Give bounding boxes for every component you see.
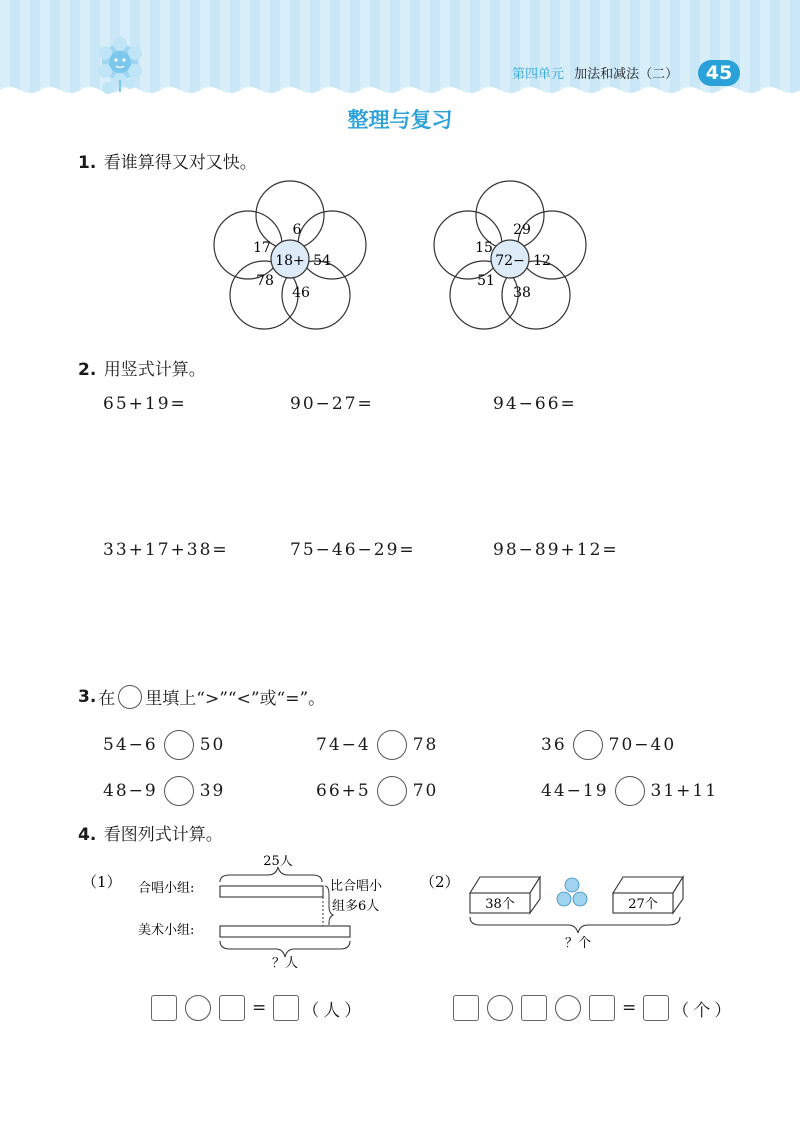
calc-expression: 65+19= — [103, 394, 187, 414]
calc-expression: 98−89+12= — [493, 540, 619, 560]
flower-left-petal: 6 — [292, 222, 302, 238]
compare-item — [103, 730, 225, 760]
compare-right: 31+11 — [650, 781, 719, 801]
boxes-diagram — [418, 855, 708, 955]
answer-box[interactable] — [151, 995, 177, 1021]
sunflower-icon — [98, 37, 142, 94]
q1-title — [78, 148, 257, 173]
answer-box[interactable] — [453, 995, 479, 1021]
answer-circle[interactable] — [377, 776, 407, 806]
bar-diagram — [80, 855, 420, 970]
part2-label: （2） — [420, 873, 460, 891]
page-number: 45 — [698, 60, 740, 86]
calc-expression: 90−27= — [290, 394, 374, 414]
calc-expression: 94−66= — [493, 394, 577, 414]
choir-bar — [220, 886, 323, 897]
q2-text: 用竖式计算。 — [103, 360, 206, 380]
answer-box[interactable] — [219, 995, 245, 1021]
flower-left-petal: 46 — [292, 285, 310, 301]
q3-text-before: 在 — [98, 689, 116, 709]
compare-item — [541, 730, 676, 760]
compare-left: 48−9 — [103, 781, 158, 801]
header-decoration — [0, 0, 800, 100]
flower-right-petal: 15 — [475, 240, 493, 256]
q3-text-after: 里填上“>”“<”或“=”。 — [145, 689, 326, 709]
answer-circle[interactable] — [573, 730, 603, 760]
flower-right-petal: 29 — [513, 222, 531, 238]
equals-sign: = — [622, 998, 637, 1018]
answer-box[interactable] — [521, 995, 547, 1021]
compare-item — [316, 730, 438, 760]
q2-number: 2. — [78, 360, 97, 380]
flower-right-petal: 51 — [477, 273, 495, 289]
unit-name: 第四单元 — [512, 67, 565, 82]
compare-right: 70 — [412, 781, 439, 801]
unknown-count: ？个 — [564, 936, 592, 951]
compare-item — [316, 776, 438, 806]
note-line2: 组多6人 — [332, 899, 380, 914]
q4-title — [78, 820, 223, 845]
flower-right-petal: 38 — [513, 285, 531, 301]
box1-label: 38个 — [485, 897, 515, 912]
operator-circle[interactable] — [185, 995, 211, 1021]
flower-right-center: 72− — [495, 253, 525, 269]
compare-left: 44−19 — [541, 781, 609, 801]
compare-item — [103, 776, 225, 806]
compare-right: 70−40 — [608, 735, 677, 755]
calc-expression: 33+17+38= — [103, 540, 229, 560]
answer-box[interactable] — [273, 995, 299, 1021]
answer-circle[interactable] — [377, 730, 407, 760]
q3-number: 3. — [78, 686, 97, 707]
compare-left: 36 — [541, 735, 567, 755]
q4-number: 4. — [78, 825, 97, 845]
box2-label: 27个 — [628, 897, 658, 912]
unknown-people: ？人 — [271, 956, 299, 970]
section-title: 整理与复习 — [347, 108, 453, 132]
answer-row-1 — [148, 995, 365, 1021]
q1-number: 1. — [78, 153, 97, 173]
operator-circle[interactable] — [487, 995, 513, 1021]
answer-box[interactable] — [643, 995, 669, 1021]
unit-items: （个） — [672, 1000, 736, 1021]
blank-circle-icon — [118, 685, 142, 709]
q4-text: 看图列式计算。 — [103, 825, 223, 845]
flower-left-petal: 17 — [253, 240, 271, 256]
flower-left-petal: 78 — [256, 273, 274, 289]
answer-circle[interactable] — [615, 776, 645, 806]
q1-text: 看谁算得又对又快。 — [103, 153, 257, 173]
compare-left: 66+5 — [316, 781, 371, 801]
header-band — [0, 0, 800, 95]
equals-sign: = — [252, 998, 267, 1018]
compare-right: 78 — [412, 735, 439, 755]
flower-right-petal: 12 — [533, 253, 551, 269]
art-bar — [220, 926, 350, 937]
compare-item — [541, 776, 718, 806]
unit-label — [512, 63, 678, 82]
bottom-brace — [470, 917, 680, 933]
apple-icon — [557, 878, 587, 906]
choir-label: 合唱小组: — [138, 881, 195, 896]
note-line1: 比合唱小 — [330, 879, 383, 894]
art-label: 美术小组: — [138, 923, 195, 938]
bottom-brace — [220, 941, 350, 957]
flower-diagrams — [200, 178, 600, 343]
answer-box[interactable] — [589, 995, 615, 1021]
compare-right: 39 — [199, 781, 226, 801]
flower-left-petal: 54 — [313, 253, 331, 269]
answer-row-2 — [450, 995, 735, 1021]
compare-left: 54−6 — [103, 735, 158, 755]
flower-left-center: 18+ — [275, 253, 305, 269]
top-value: 25人 — [263, 855, 293, 869]
calc-expression: 75−46−29= — [290, 540, 416, 560]
compare-right: 50 — [199, 735, 226, 755]
q3-title — [78, 684, 325, 709]
unit-topic: 加法和减法（二） — [574, 67, 679, 82]
answer-circle[interactable] — [164, 776, 194, 806]
operator-circle[interactable] — [555, 995, 581, 1021]
answer-circle[interactable] — [164, 730, 194, 760]
unit-people: （人） — [302, 1000, 366, 1021]
part1-label: （1） — [82, 873, 122, 891]
top-brace — [220, 867, 322, 882]
q2-title — [78, 355, 206, 380]
compare-left: 74−4 — [316, 735, 371, 755]
